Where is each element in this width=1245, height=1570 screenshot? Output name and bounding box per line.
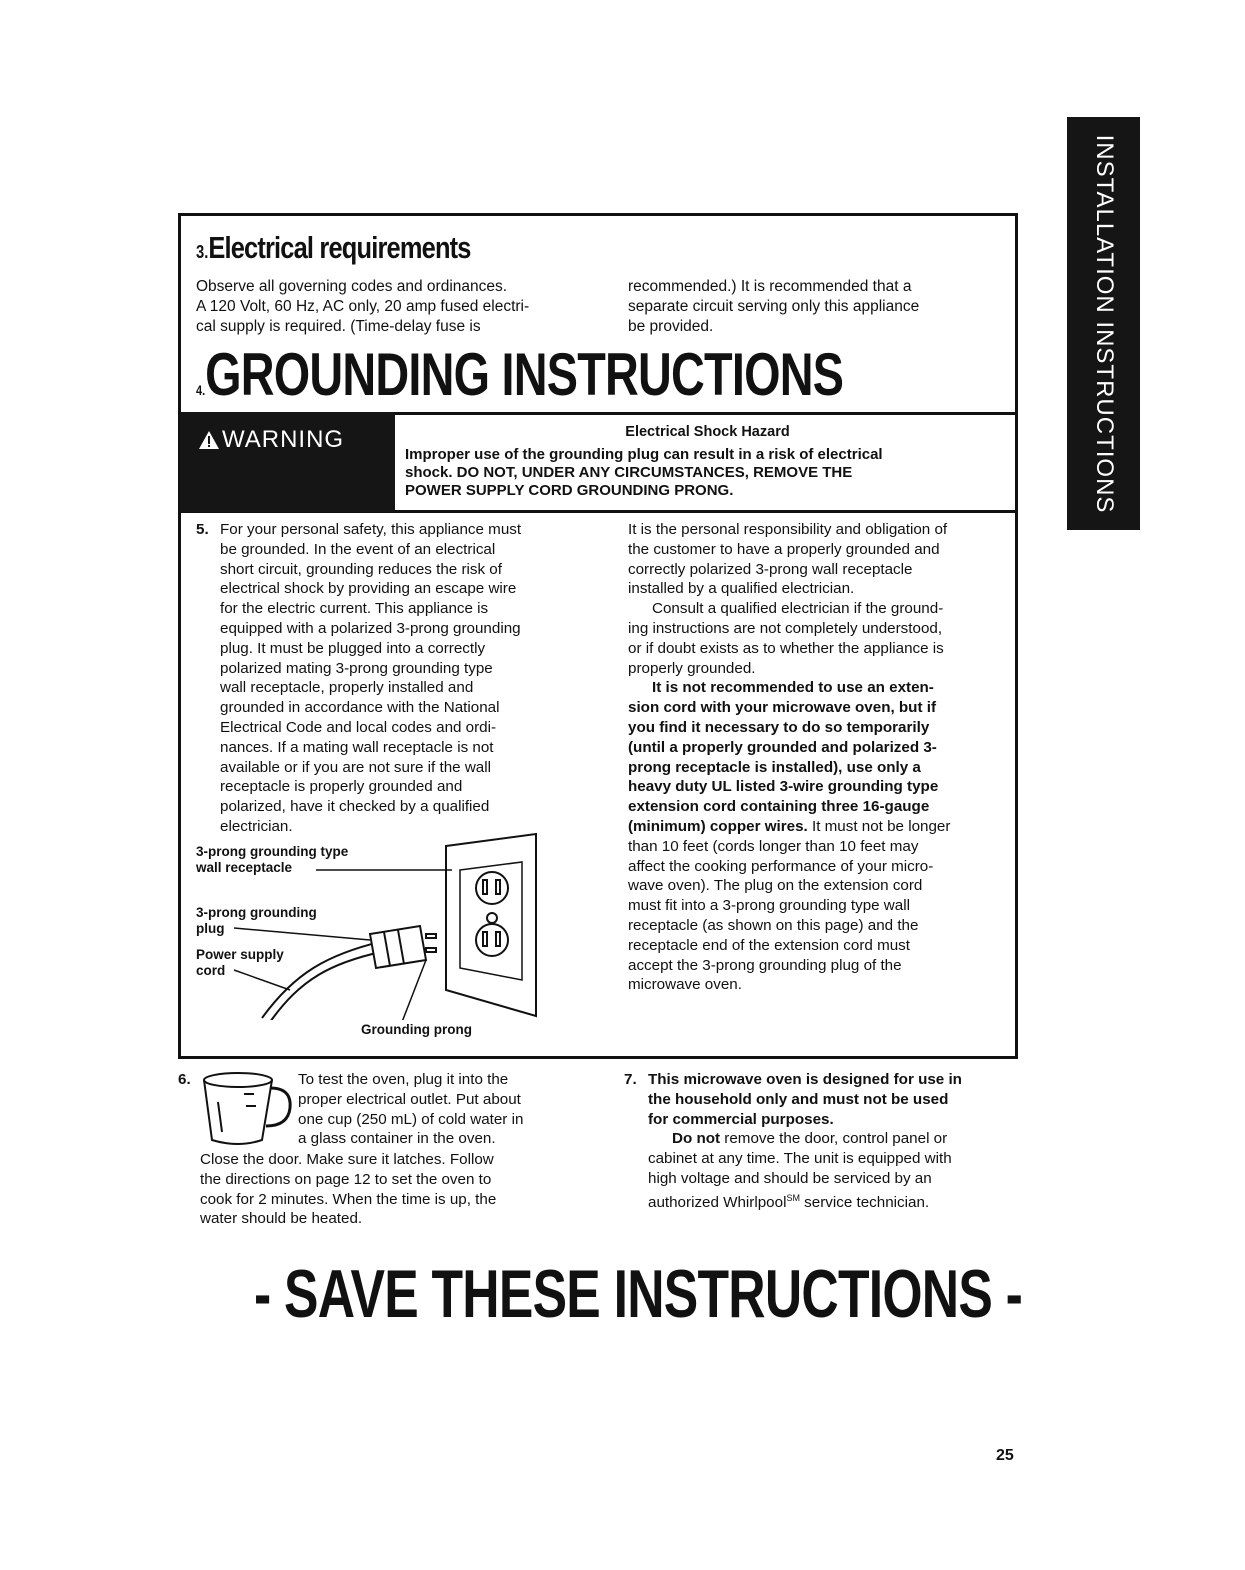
text-line: cord — [196, 963, 226, 978]
text-line: you find it necessary to do so temporarily — [628, 718, 930, 736]
warning-triangle-icon — [198, 430, 220, 450]
side-tab — [1067, 117, 1140, 530]
text-line: wall receptacle, properly installed and — [220, 679, 474, 697]
text-line: water should be heated. — [200, 1210, 363, 1228]
text-line: proper electrical outlet. Put about — [298, 1090, 521, 1108]
text-line: for the electric current. This appliance is — [220, 600, 489, 618]
text-line: separate circuit serving only this appliance — [628, 298, 920, 315]
text-line: It is not recommended to use an exten- — [652, 679, 934, 697]
text-line: cal supply is required. (Time-delay fuse is — [196, 318, 481, 335]
text-line: (until a properly grounded and polarized 3- — [628, 738, 937, 756]
text-line: electrician. — [220, 817, 293, 835]
section4-title: GROUNDING INSTRUCTIONS — [205, 341, 844, 408]
grounding-figure — [190, 830, 550, 1050]
service-mark: SM — [786, 1192, 800, 1203]
text-line: must fit into a 3-prong grounding type wall — [628, 897, 910, 915]
text-line: microwave oven. — [628, 976, 742, 994]
text-line: wall receptacle — [196, 860, 293, 875]
text-line: polarized, have it checked by a qualified — [220, 798, 490, 816]
section4-number: 4. — [196, 382, 206, 398]
text-line: receptacle is properly grounded and — [220, 778, 463, 796]
text-line: short circuit, grounding reduces the risk of — [220, 560, 502, 578]
text-span: service technician. — [799, 1193, 930, 1211]
text-line: plug. It must be plugged into a correctly — [220, 639, 486, 657]
side-tab-label: INSTALLATION INSTRUCTIONS — [1090, 134, 1118, 513]
text-line: wave oven). The plug on the extension cord — [628, 877, 923, 895]
text-line: affect the cooking performance of your micro- — [628, 857, 934, 875]
section3-number: 3. — [196, 242, 209, 262]
text-line: ing instructions are not completely understood, — [628, 619, 943, 637]
text-line: cook for 2 minutes. When the time is up, the — [200, 1190, 497, 1208]
text-line: 3-prong grounding type — [196, 844, 349, 859]
page-number: 25 — [996, 1447, 1014, 1464]
leader-prong — [402, 960, 426, 1020]
warning-box — [180, 412, 395, 512]
text-line: Power supply — [196, 947, 284, 962]
text-line: installed by a qualified electrician. — [628, 580, 855, 598]
text-line: high voltage and should be serviced by an — [648, 1169, 932, 1187]
power-cord-outline — [262, 940, 388, 1018]
text-line: prong receptacle is installed), use only a — [628, 758, 921, 776]
text-line: cabinet at any time. The unit is equipped with — [648, 1150, 952, 1168]
section4-heading — [196, 340, 843, 409]
text-line: plug — [196, 921, 225, 936]
text-line: available or if you are not sure if the wall — [220, 758, 491, 776]
text-line: the customer to have a properly grounded and — [628, 540, 940, 558]
item7-number: 7. — [624, 1071, 637, 1088]
text-line: Observe all governing codes and ordinances. — [196, 278, 508, 295]
text-line: recommended.) It is recommended that a — [628, 278, 912, 295]
outlet-bottom — [476, 924, 508, 956]
power-cord — [270, 950, 390, 1020]
item6-number: 6. — [178, 1071, 191, 1088]
text-line — [648, 1189, 1028, 1213]
text-line: This microwave oven is designed for use in — [648, 1071, 962, 1088]
text-line: electrical shock by providing an escape wire — [220, 580, 517, 598]
text-line: equipped with a polarized 3-prong grounding — [220, 619, 521, 637]
text-line: Close the door. Make sure it latches. Follow — [200, 1151, 494, 1168]
text-line: POWER SUPPLY CORD GROUNDING PRONG. — [405, 482, 734, 499]
measuring-cup-icon — [196, 1070, 296, 1150]
text-line: the directions on page 12 to set the oven to — [200, 1170, 492, 1188]
section3-title: Electrical requirements — [208, 230, 471, 265]
section3-heading — [196, 230, 471, 266]
text-line: Consult a qualified electrician if the ground- — [652, 600, 944, 618]
screw — [487, 913, 497, 923]
text-line: be grounded. In the event of an electrical — [220, 540, 496, 558]
text-span: remove the door, control panel or — [720, 1130, 948, 1148]
leader-cord — [234, 970, 290, 990]
text-line: a glass container in the oven. — [298, 1130, 496, 1148]
text-line: sion cord with your microwave oven, but if — [628, 699, 937, 717]
text-line: Improper use of the grounding plug can result in a risk of electrical — [405, 446, 883, 463]
text-line: grounded in accordance with the National — [220, 699, 500, 717]
warning-label: WARNING — [222, 426, 345, 453]
warning-title: Electrical Shock Hazard — [625, 424, 790, 440]
text-line: Electrical Code and local codes and ordi- — [220, 718, 497, 736]
text-line: be provided. — [628, 318, 714, 335]
section3-left — [196, 277, 606, 337]
item6 — [178, 1070, 578, 1230]
text-line: nances. If a mating wall receptacle is not — [220, 738, 494, 756]
text-line: For your personal safety, this appliance must — [220, 521, 522, 538]
text-line: correctly polarized 3-prong wall receptacle — [628, 560, 913, 578]
text-line: It is the personal responsibility and obligation of — [628, 521, 948, 538]
text-line: the household only and must not be used — [648, 1090, 949, 1108]
bold-text: Do not — [672, 1130, 721, 1148]
section3-right — [628, 277, 1008, 337]
text-line: for commercial purposes. — [648, 1110, 834, 1128]
text-line: one cup (250 mL) of cold water in — [298, 1110, 524, 1128]
text-line: shock. DO NOT, UNDER ANY CIRCUMSTANCES, REMOVE THE — [405, 464, 853, 481]
outlet-top — [476, 872, 508, 904]
text-span: authorized Whirlpool — [648, 1193, 787, 1211]
bold-text: (minimum) copper wires. — [628, 817, 808, 835]
label-prong: Grounding prong — [361, 1022, 472, 1037]
text-line: heavy duty UL listed 3-wire grounding type — [628, 778, 939, 796]
plug-receptacle-drawing — [190, 830, 550, 1020]
text-line: receptacle (as shown on this page) and the — [628, 916, 919, 934]
text-line: To test the oven, plug it into the — [298, 1071, 509, 1088]
item5-number: 5. — [196, 521, 209, 538]
text-line: A 120 Volt, 60 Hz, AC only, 20 amp fused electri- — [196, 298, 530, 315]
text-line — [648, 1129, 1028, 1149]
text-line: accept the 3-prong grounding plug of the — [628, 956, 902, 974]
text-line: receptacle end of the extension cord must — [628, 936, 910, 954]
leader-plug — [234, 928, 370, 940]
warning-text — [405, 446, 1005, 500]
text-span: It must not be longer — [807, 817, 951, 835]
text-line: extension cord containing three 16-gauge — [628, 798, 930, 816]
save-instructions-heading: - SAVE THESE INSTRUCTIONS - — [254, 1256, 1023, 1332]
right-column — [628, 520, 1013, 995]
text-line — [628, 817, 1013, 837]
text-line: polarized mating 3-prong grounding type — [220, 659, 493, 677]
receptacle-body — [460, 862, 522, 980]
text-line: than 10 feet (cords longer than 10 feet may — [628, 837, 919, 855]
text-line: properly grounded. — [628, 659, 756, 677]
text-line: 3-prong grounding — [196, 905, 317, 920]
text-line: or if doubt exists as to whether the appliance is — [628, 639, 944, 657]
